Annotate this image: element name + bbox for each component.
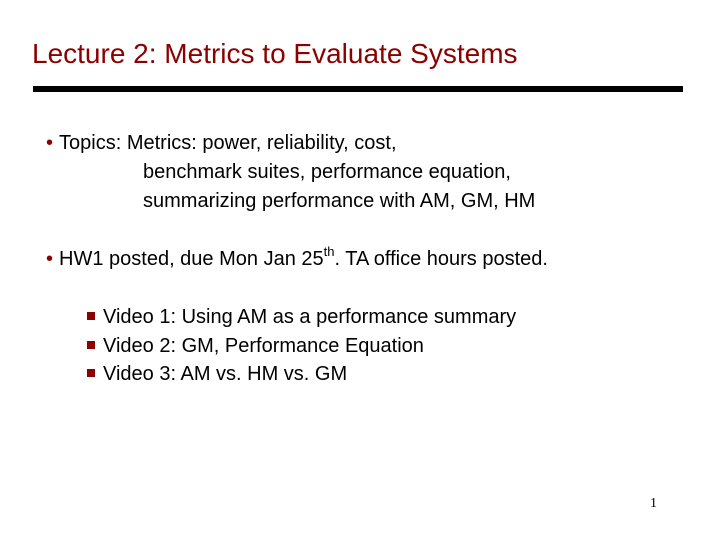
- sub-bullet-video-1: [87, 305, 516, 329]
- bullet-homework: [46, 244, 548, 271]
- bullet-topics-line-1: Topics: Metrics: power, reliability, cost,: [59, 132, 397, 154]
- square-bullet-icon: [87, 369, 95, 377]
- sub-bullet-video-3: [87, 362, 347, 386]
- bullet-homework-text: HW1 posted, due Mon Jan 25: [59, 248, 324, 270]
- sub-bullet-video-2-text: Video 2: GM, Performance Equation: [103, 335, 424, 357]
- slide-title: Lecture 2: Metrics to Evaluate Systems: [32, 38, 518, 69]
- sub-bullet-video-3-text: Video 3: AM vs. HM vs. GM: [103, 363, 348, 385]
- round-bullet-icon: •: [46, 132, 54, 154]
- page-number: 1: [650, 496, 657, 511]
- round-bullet-icon: •: [46, 248, 54, 270]
- bullet-topics-line-3: summarizing performance with AM, GM, HM: [143, 190, 536, 212]
- bullet-homework-text-after: . TA office hours posted.: [334, 248, 548, 270]
- bullet-topics: [46, 131, 397, 155]
- sub-bullet-video-2: [87, 334, 424, 358]
- bullet-topics-line-2: benchmark suites, performance equation,: [143, 161, 511, 183]
- square-bullet-icon: [87, 341, 95, 349]
- title-divider: [33, 86, 683, 92]
- bullet-homework-superscript: th: [323, 244, 335, 259]
- square-bullet-icon: [87, 312, 95, 320]
- sub-bullet-video-1-text: Video 1: Using AM as a performance summary: [103, 306, 517, 328]
